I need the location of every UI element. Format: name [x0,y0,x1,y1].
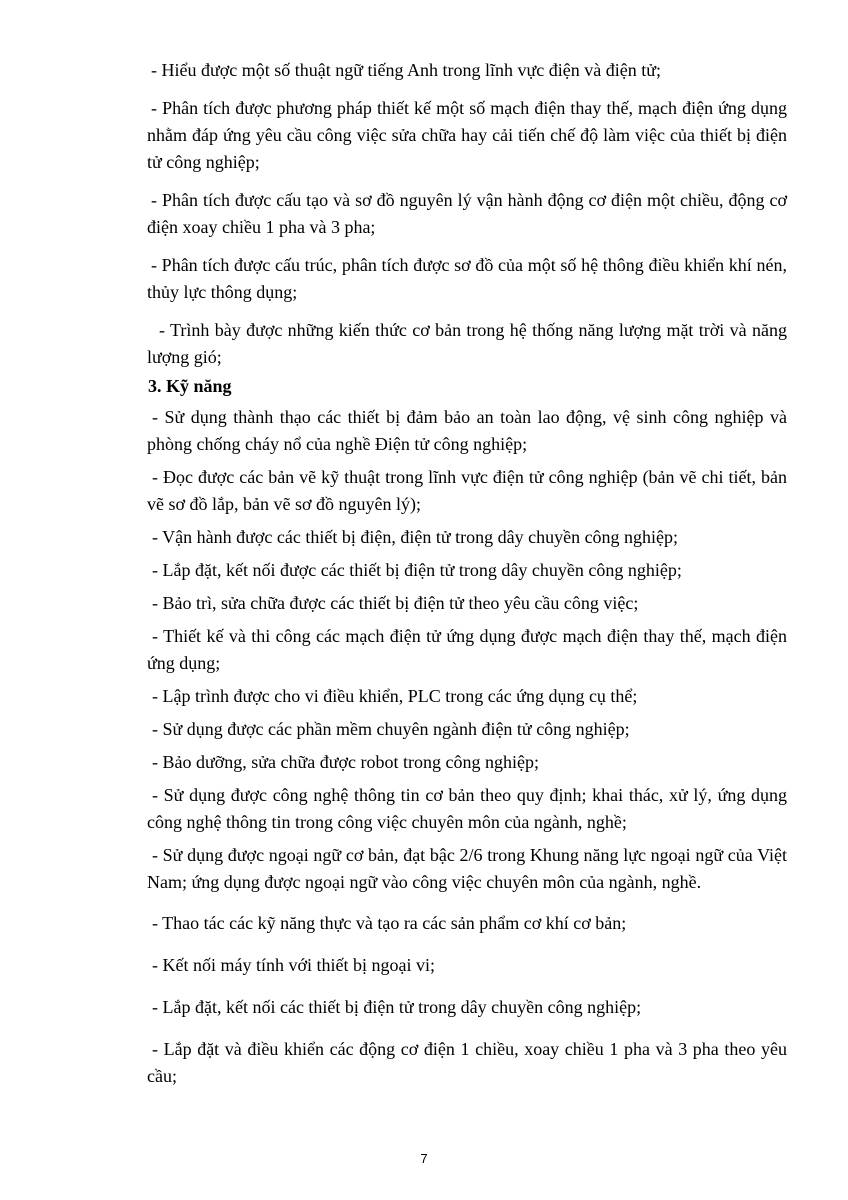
knowledge-item: - Hiểu được một số thuật ngữ tiếng Anh trong lĩnh vực điện và điện tử; [151,60,661,80]
knowledge-item: - Trình bày được những kiến thức cơ bản trong hệ thống năng lượng mặt trời và năng lượng gió; [147,320,787,367]
knowledge-item: - Phân tích được cấu tạo và sơ đồ nguyên lý vận hành động cơ điện một chiều, động cơ điện xoay chiều 1 pha và 3 pha; [147,190,787,237]
practice-item: - Kết nối máy tính với thiết bị ngoại vi; [152,955,435,975]
skill-item: - Sử dụng được các phần mềm chuyên ngành điện tử công nghiệp; [152,719,630,739]
knowledge-item: - Phân tích được phương pháp thiết kế một số mạch điện thay thế, mạch điện ứng dụng nhằm đáp ứng yêu cầu công việc sửa chữa hay cải tiến chế độ làm việc của thiết bị điện tử công nghiệp; [147,98,787,172]
skill-item: - Bảo trì, sửa chữa được các thiết bị điện tử theo yêu cầu công việc; [152,593,639,613]
knowledge-item: - Phân tích được cấu trúc, phân tích được sơ đồ của một số hệ thông điều khiển khí nén, thủy lực thông dụng; [147,255,787,302]
page-number: 7 [420,1151,428,1166]
skill-item: - Sử dụng thành thạo các thiết bị đảm bảo an toàn lao động, vệ sinh công nghiệp và phòng chống cháy nổ của nghề Điện tử công nghiệp; [147,407,787,454]
skill-item: - Bảo dưỡng, sửa chữa được robot trong công nghiệp; [152,752,539,772]
section-heading-skills: 3. Kỹ năng [148,376,232,396]
skill-item: - Đọc được các bản vẽ kỹ thuật trong lĩnh vực điện tử công nghiệp (bản vẽ chi tiết, bản vẽ sơ đồ lắp, bản vẽ sơ đồ nguyên lý); [147,467,787,514]
skill-item: - Sử dụng được công nghệ thông tin cơ bản theo quy định; khai thác, xử lý, ứng dụng công nghệ thông tin trong công việc chuyên môn của ngành, nghề; [147,785,787,832]
practice-item: - Thao tác các kỹ năng thực và tạo ra các sản phẩm cơ khí cơ bản; [152,913,627,933]
practice-item: - Lắp đặt và điều khiển các động cơ điện 1 chiều, xoay chiều 1 pha và 3 pha theo yêu cầu; [147,1039,787,1086]
practice-item: - Lắp đặt, kết nối các thiết bị điện tử trong dây chuyền công nghiệp; [152,997,642,1017]
document-body [147,57,787,1105]
skill-item: - Lắp đặt, kết nối được các thiết bị điện tử trong dây chuyền công nghiệp; [152,560,682,580]
skill-item: - Lập trình được cho vi điều khiển, PLC trong các ứng dụng cụ thể; [152,686,638,706]
skill-item: - Sử dụng được ngoại ngữ cơ bản, đạt bậc 2/6 trong Khung năng lực ngoại ngữ của Việt Nam; ứng dụng được ngoại ngữ vào công việc chuyên môn của ngành, nghề. [147,845,787,892]
skill-item: - Vận hành được các thiết bị điện, điện tử trong dây chuyền công nghiệp; [152,527,679,547]
skill-item: - Thiết kế và thi công các mạch điện tử ứng dụng được mạch điện thay thế, mạch điện ứng dụng; [147,626,787,673]
